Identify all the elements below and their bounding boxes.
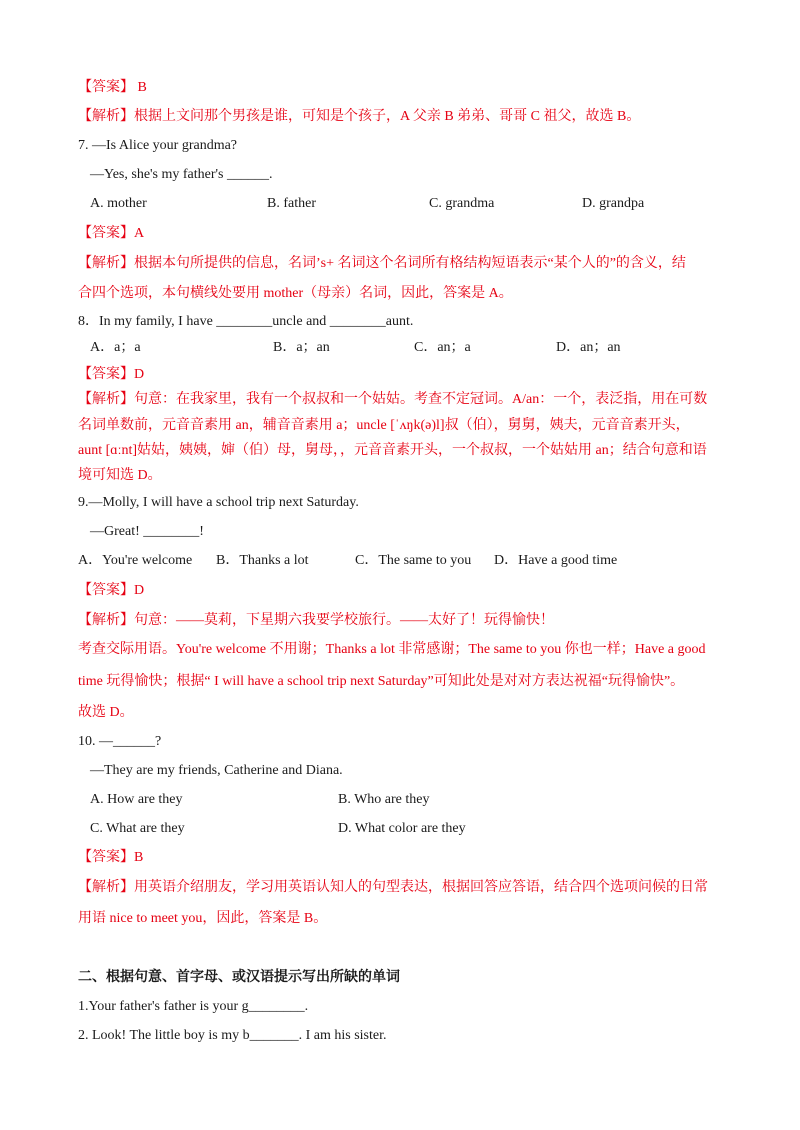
q9-option-a[interactable]: A．You're welcome bbox=[78, 553, 193, 568]
q8-analysis-line-2: 名词单数前，元音音素用 an，辅音音素用 a；uncle [ˈʌŋk(ə)l]叔（伯），舅舅，姨夫，元音音素开头， bbox=[78, 418, 690, 433]
q8-analysis-line-3: aunt [ɑːnt]姑姑，姨姨，婶（伯）母，舅母，，元音音素开头，一个叔叔，一个姑姑用 an；结合句意和语 bbox=[78, 443, 707, 458]
q9-analysis-line-3: time 玩得愉快；根据“ I will have a school trip next Saturday”可知此处是对对方表达祝福“玩得愉快”。 bbox=[78, 674, 685, 689]
section-2-heading: 二、根据句意、首字母、或汉语提示写出所缺的单词 bbox=[78, 970, 400, 985]
q8-answer: 【答案】D bbox=[78, 367, 145, 382]
q9-stem: 9.—Molly, I will have a school trip next Saturday. bbox=[78, 495, 359, 510]
q9-option-d[interactable]: D．Have a good time bbox=[494, 553, 618, 568]
q7-analysis-line-2: 合四个选项，本句横线处要用 mother（母亲）名词，因此，答案是 A。 bbox=[78, 286, 513, 301]
q9-option-c[interactable]: C．The same to you bbox=[355, 553, 472, 568]
q10-option-c[interactable]: C. What are they bbox=[90, 821, 185, 836]
q7-option-b[interactable]: B. father bbox=[267, 196, 316, 211]
q10-analysis-line-2: 用语 nice to meet you，因此，答案是 B。 bbox=[78, 911, 328, 926]
q10-option-a[interactable]: A. How are they bbox=[90, 792, 183, 807]
q10-answer: 【答案】B bbox=[78, 850, 144, 865]
q8-stem: 8．In my family, I have ________uncle and ________aunt. bbox=[78, 314, 414, 329]
q7-stem: 7. —Is Alice your grandma? bbox=[78, 138, 238, 153]
q9-answer: 【答案】D bbox=[78, 583, 145, 598]
q8-analysis-line-4: 境可知选 D。 bbox=[78, 468, 162, 483]
q9-analysis-line-2: 考查交际用语。You're welcome 不用谢；Thanks a lot 非常感谢；The same to you 你也一样；Have a good bbox=[78, 642, 706, 657]
q8-option-c[interactable]: C．an；a bbox=[414, 340, 471, 355]
q10-option-d[interactable]: D. What color are they bbox=[338, 821, 466, 836]
section-2-question-1: 1.Your father's father is your g________. bbox=[78, 999, 309, 1014]
q10-analysis-line-1: 【解析】用英语介绍朋友，学习用英语认知人的句型表达，根据回答应答语，结合四个选项问候的日常 bbox=[78, 880, 708, 895]
q9-reply: —Great! ________! bbox=[90, 524, 204, 539]
q10-stem: 10. —______? bbox=[78, 734, 162, 749]
q8-analysis-line-1: 【解析】句意：在我家里，我有一个叔叔和一个姑姑。考查不定冠词。A/an：一个，表泛指，用在可数 bbox=[78, 392, 708, 407]
q7-option-a[interactable]: A. mother bbox=[90, 196, 147, 211]
q7-analysis-line-1: 【解析】根据本句所提供的信息，名词’s+ 名词这个名词所有格结构短语表示“某个人的”的含义，结 bbox=[78, 256, 686, 271]
q7-option-d[interactable]: D. grandpa bbox=[582, 196, 645, 211]
q6-analysis: 【解析】根据上文问那个男孩是谁，可知是个孩子，A 父亲 B 弟弟、哥哥 C 祖父，故选 B。 bbox=[78, 109, 641, 124]
q8-option-d[interactable]: D．an；an bbox=[556, 340, 621, 355]
q7-option-c[interactable]: C. grandma bbox=[429, 196, 495, 211]
q8-option-a[interactable]: A．a；a bbox=[90, 340, 141, 355]
q10-option-b[interactable]: B. Who are they bbox=[338, 792, 430, 807]
q7-reply: —Yes, she's my father's ______. bbox=[90, 167, 273, 182]
q6-answer: 【答案】 B bbox=[78, 80, 147, 95]
q8-option-b[interactable]: B．a；an bbox=[273, 340, 330, 355]
section-2-question-2: 2. Look! The little boy is my b_______. I am his sister. bbox=[78, 1028, 387, 1043]
q9-analysis-line-4: 故选 D。 bbox=[78, 705, 134, 720]
q9-option-b[interactable]: B．Thanks a lot bbox=[216, 553, 309, 568]
q7-answer: 【答案】A bbox=[78, 226, 145, 241]
q10-reply: —They are my friends, Catherine and Diana. bbox=[90, 763, 343, 778]
q9-analysis-line-1: 【解析】句意：——莫莉，下星期六我要学校旅行。——太好了！玩得愉快！ bbox=[78, 613, 554, 628]
